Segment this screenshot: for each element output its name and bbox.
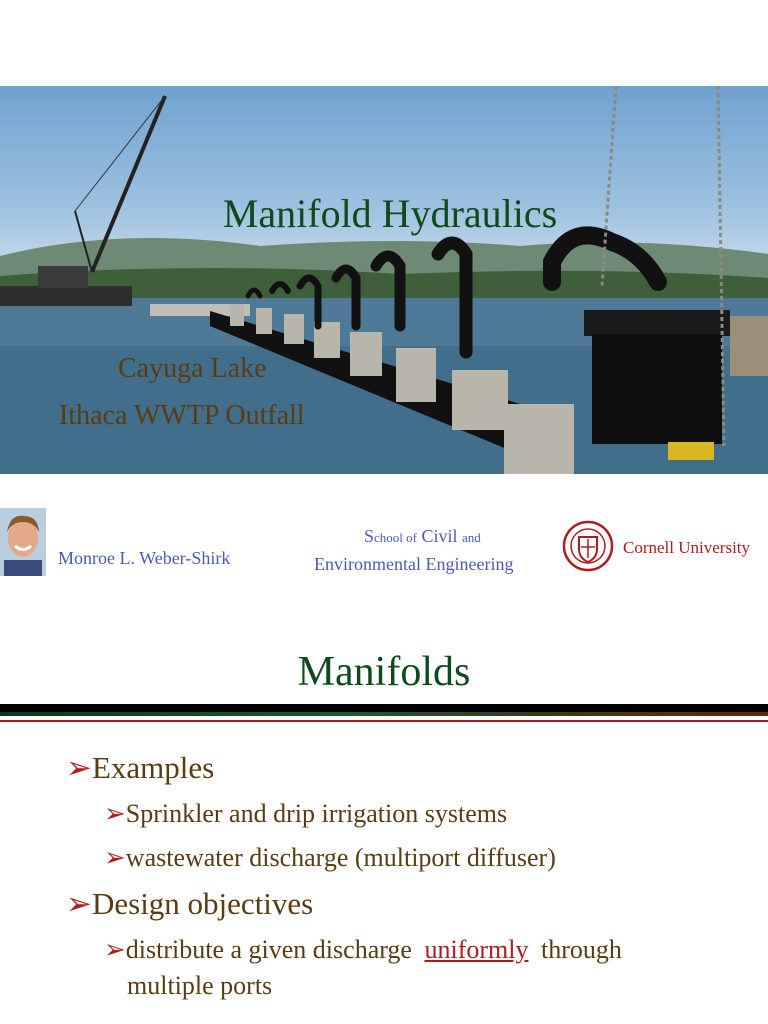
title-rule-thin	[0, 720, 768, 722]
bullet-wastewater	[104, 843, 556, 873]
bullet-examples	[66, 750, 214, 786]
arrow-bullet-icon: ➢	[104, 799, 126, 828]
university-name: Cornell University	[623, 538, 751, 557]
arrow-bullet-icon: ➢	[104, 935, 126, 964]
arrow-bullet-icon: ➢	[66, 750, 92, 785]
bullet-text: Examples	[91, 750, 215, 785]
school-line2: Environmental Engineering	[314, 554, 514, 574]
subtitle-location: Cayuga Lake	[118, 353, 267, 384]
title-rule	[0, 704, 768, 712]
author-name: Monroe L. Weber-Shirk	[58, 548, 231, 568]
school-civil: Civil	[421, 526, 458, 546]
author-photo	[0, 508, 46, 576]
bullet-distribute	[104, 935, 622, 965]
school-s: S	[364, 526, 375, 546]
emphasis-uniformly: uniformly	[424, 935, 529, 964]
arrow-bullet-icon: ➢	[104, 843, 126, 872]
school-name	[314, 523, 513, 577]
title-rule-accent	[0, 712, 768, 716]
bullet-text-cont: through	[540, 935, 622, 964]
school-and: and	[462, 530, 481, 545]
arrow-bullet-icon: ➢	[66, 886, 92, 921]
bullet-text: Sprinkler and drip irrigation systems	[125, 799, 508, 828]
bullet-text: Design objectives	[91, 886, 314, 921]
cornell-seal-icon	[562, 520, 614, 572]
bullet-distribute-line2: multiple ports	[127, 971, 273, 1000]
bullet-text: wastewater discharge (multiport diffuser)	[125, 843, 556, 872]
subtitle-project: Ithaca WWTP Outfall	[59, 400, 305, 431]
school-chool-of: chool of	[374, 530, 417, 545]
bullet-sprinkler	[104, 799, 507, 829]
content-slide	[0, 610, 768, 1024]
outfall-photo	[0, 86, 768, 474]
bullet-design	[66, 886, 313, 922]
bullet-text: distribute a given discharge	[125, 935, 412, 964]
slide-title: Manifolds	[297, 649, 471, 695]
slide-title: Manifold Hydraulics	[222, 191, 558, 236]
